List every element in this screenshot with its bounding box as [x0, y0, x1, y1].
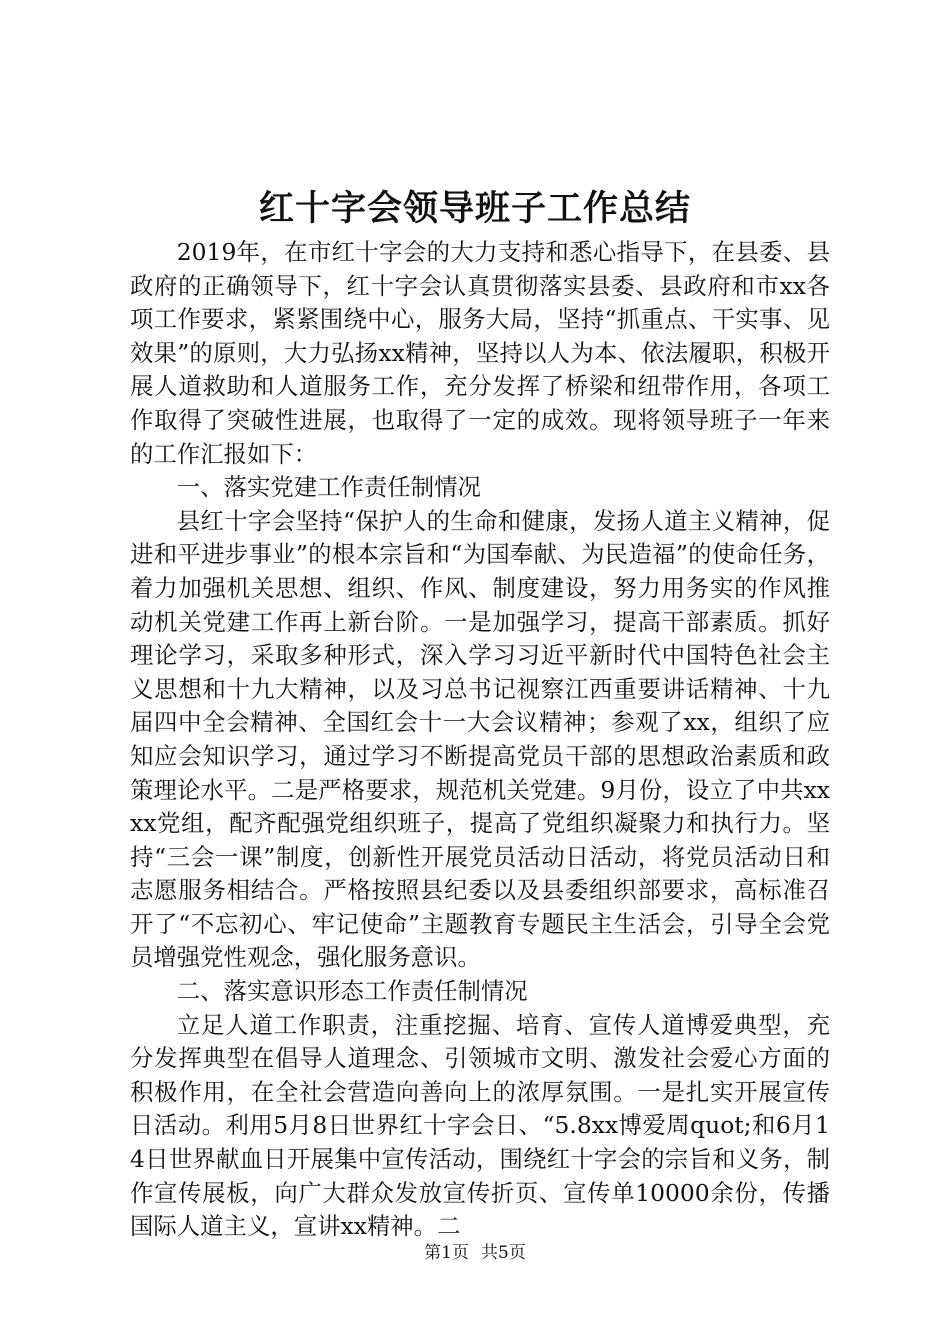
- paragraph-intro: 2019年，在市红十字会的大力支持和悉心指导下，在县委、县政府的正确领导下，红十字会认真贯彻落实县委、县政府和市xx各项工作要求，紧紧围绕中心，服务大局，坚持“抓重点、干实事、见效果”的原则，大力弘扬xx精神，坚持以人为本、依法履职，积极开展人道救助和人道服务工作，充分发挥了桥梁和纽带作用，各项工作取得了突破性进展，也取得了一定的成效。现将领导班子一年来的工作汇报如下：: [130, 238, 830, 468]
- paragraph-party-building: 县红十字会坚持“保护人的生命和健康，发扬人道主义精神，促进和平进步事业”的根本宗旨和“为国奉献、为民造福”的使命任务，着力加强机关思想、组织、作风、制度建设，努力用务实的作风推动机关党建工作再上新台阶。一是加强学习，提高干部素质。抓好理论学习，采取多种形式，深入学习习近平新时代中国特色社会主义思想和十九大精神，以及习总书记视察江西重要讲话精神、十九届四中全会精神、全国红会十一大会议精神；参观了xx，组织了应知应会知识学习，通过学习不断提高党员干部的思想政治素质和政策理论水平。二是严格要求，规范机关党建。9月份，设立了中共xxxx党组，配齐配强党组织班子，提高了党组织凝聚力和执行力。坚持“三会一课”制度，创新性开展党员活动日活动，将党员活动日和志愿服务相结合。严格按照县纪委以及县委组织部要求，高标准召开了“不忘初心、牢记使命”主题教育专题民主生活会，引导全会党员增强党性观念，强化服务意识。: [130, 506, 830, 972]
- document-body: [130, 236, 830, 1244]
- section-heading-1: 一、落实党建工作责任制情况: [176, 473, 481, 502]
- paragraph-ideology: 立足人道工作职责，注重挖掘、培育、宣传人道博爱典型，充分发挥典型在倡导人道理念、引领城市文明、激发社会爱心方面的积极作用，在全社会营造向善向上的浓厚氛围。一是扎实开展宣传日活动。利用5月8日世界红十字会日、“5.8xx博爱周quot;和6月14日世界献血日开展集中宣传活动，围绕红十字会的宗旨和义务，制作宣传展板，向广大群众发放宣传折页、宣传单10000余份，传播国际人道主义，宣讲xx精神。二: [130, 1010, 830, 1241]
- document-title: 红十字会领导班子工作总结: [258, 188, 691, 229]
- page-total: 共5页: [481, 1243, 526, 1263]
- page-number: 第1页: [424, 1243, 469, 1263]
- page-footer: [0, 1242, 950, 1264]
- section-heading-2: 二、落实意识形态工作责任制情况: [176, 977, 528, 1006]
